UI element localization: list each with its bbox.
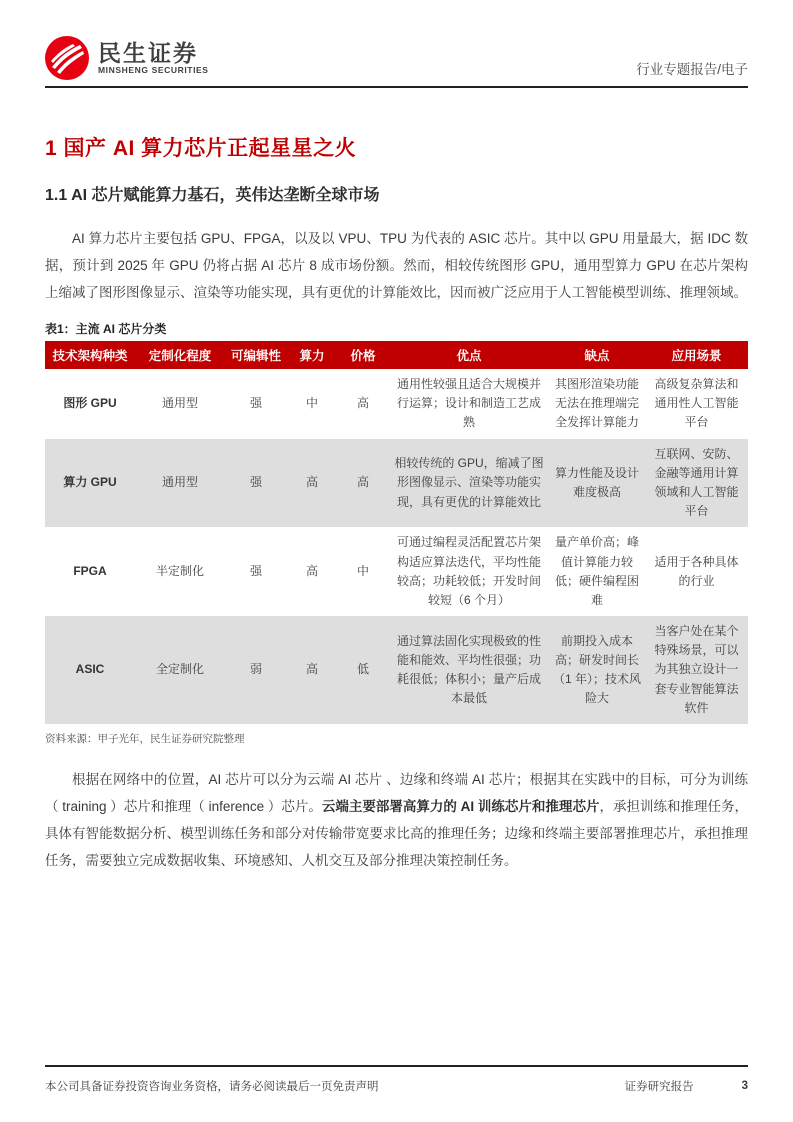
cell-editability: 强 xyxy=(225,439,287,528)
cell-type: 图形 GPU xyxy=(45,369,135,439)
cell-editability: 强 xyxy=(225,369,287,439)
footer-report-label: 证券研究报告 xyxy=(624,1081,694,1093)
cell-cons: 量产单价高；峰值计算能力较低；硬件编程困难 xyxy=(549,527,645,616)
section-title: 1 国产 AI 算力芯片正起星星之火 xyxy=(45,137,357,160)
cell-pros: 通过算法固化实现极致的性能和能效、平均性很强；功耗很低；体积小；量产后成本最低 xyxy=(389,616,549,724)
col-header-pros: 优点 xyxy=(389,341,549,369)
cell-scenarios: 互联网、安防、金融等通用计算领域和人工智能平台 xyxy=(645,439,748,528)
page-number: 3 xyxy=(741,1080,748,1092)
cell-pros: 可通过编程灵活配置芯片架构适应算法迭代，平均性能较高；功耗较低；开发时间较短（6 个月） xyxy=(389,527,549,616)
table-header-row xyxy=(45,341,748,369)
table-caption: 表1：主流 AI 芯片分类 xyxy=(45,322,167,336)
table-row xyxy=(45,369,748,439)
cell-cons: 算力性能及设计难度极高 xyxy=(549,439,645,528)
footer-disclaimer: 本公司具备证券投资咨询业务资格，请务必阅读最后一页免责声明 xyxy=(45,1081,379,1093)
brand-text xyxy=(98,41,209,75)
cell-compute: 高 xyxy=(287,616,337,724)
ai-chip-table xyxy=(45,341,748,724)
footer-divider xyxy=(45,1065,748,1067)
col-header-customization: 定制化程度 xyxy=(135,341,225,369)
col-header-scenarios: 应用场景 xyxy=(645,341,748,369)
cell-editability: 强 xyxy=(225,527,287,616)
table-source-note: 资料来源：甲子光年，民生证券研究院整理 xyxy=(45,733,245,745)
cell-price: 低 xyxy=(337,616,389,724)
cell-customization: 全定制化 xyxy=(135,616,225,724)
cell-customization: 通用型 xyxy=(135,439,225,528)
page-header xyxy=(45,0,748,88)
table-row xyxy=(45,527,748,616)
col-header-architecture: 技术架构种类 xyxy=(45,341,135,369)
paragraph-2-bold: 云端主要部署高算力的 AI 训练芯片和推理芯片 xyxy=(321,799,600,814)
cell-compute: 高 xyxy=(287,527,337,616)
cell-customization: 通用型 xyxy=(135,369,225,439)
cell-type: 算力 GPU xyxy=(45,439,135,528)
paragraph-1: AI 算力芯片主要包括 GPU、FPGA，以及以 VPU、TPU 为代表的 ASIC 芯片。其中以 GPU 用量最大，据 IDC 数据，预计到 2025 年 GPU 仍将占据 AI 芯片 8 成市场份额。然而，相较传统图形 GPU，通用型算力 GPU 在芯片架构上缩减了图形图像显示、渲染等功能实现，具有更优的计算能效比，因而被广泛应用于人工智能模型训练、推理领域。 xyxy=(45,231,748,300)
page-footer xyxy=(45,1065,748,1094)
cell-compute: 高 xyxy=(287,439,337,528)
report-content xyxy=(45,132,748,874)
table-row xyxy=(45,439,748,528)
cell-scenarios: 适用于各种具体的行业 xyxy=(645,527,748,616)
paragraph-2-part1: 根据在网络中的位置，AI 芯片可以分为云端 AI 芯片 、边缘和终端 AI 芯片；根据其在实践中的目标，可分为训练（ training ）芯片和推理（ inference ）芯片。 xyxy=(45,772,748,814)
cell-cons: 前期投入成本高；研发时间长（1 年）；技术风险大 xyxy=(549,616,645,724)
cell-editability: 弱 xyxy=(225,616,287,724)
minsheng-logo-icon xyxy=(45,36,89,80)
col-header-cons: 缺点 xyxy=(549,341,645,369)
cell-type: ASIC xyxy=(45,616,135,724)
paragraph-2 xyxy=(45,766,748,874)
cell-pros: 相较传统的 GPU，缩减了图形图像显示、渲染等功能实现，具有更优的计算能效比 xyxy=(389,439,549,528)
col-header-price: 价格 xyxy=(337,341,389,369)
brand-logo xyxy=(45,36,209,80)
brand-name-cn: 民生证券 xyxy=(98,39,198,66)
cell-price: 中 xyxy=(337,527,389,616)
cell-pros: 通用性较强且适合大规模并行运算；设计和制造工艺成熟 xyxy=(389,369,549,439)
table-row xyxy=(45,616,748,724)
cell-cons: 其图形渲染功能无法在推理端完全发挥计算能力 xyxy=(549,369,645,439)
paragraph-2-part2: ，承担训练和推理任务，具体有智能数据分析、模型训练任务和部分对传输带宽要求比高的推理任务；边缘和终端主要部署推理芯片，承担推理任务，需要独立完成数据收集、环境感知、人机交互及部分推理决策控制任务。 xyxy=(45,799,748,868)
cell-compute: 中 xyxy=(287,369,337,439)
cell-scenarios: 当客户处在某个特殊场景，可以为其独立设计一套专业智能算法软件 xyxy=(645,616,748,724)
col-header-editability: 可编辑性 xyxy=(225,341,287,369)
report-type-label: 行业专题报告/电子 xyxy=(636,62,748,77)
cell-type: FPGA xyxy=(45,527,135,616)
cell-price: 高 xyxy=(337,439,389,528)
cell-scenarios: 高级复杂算法和通用性人工智能平台 xyxy=(645,369,748,439)
col-header-compute: 算力 xyxy=(287,341,337,369)
cell-customization: 半定制化 xyxy=(135,527,225,616)
subsection-title: 1.1 AI 芯片赋能算力基石，英伟达垄断全球市场 xyxy=(45,187,380,204)
cell-price: 高 xyxy=(337,369,389,439)
brand-name-en: MINSHENG SECURITIES xyxy=(98,65,209,76)
